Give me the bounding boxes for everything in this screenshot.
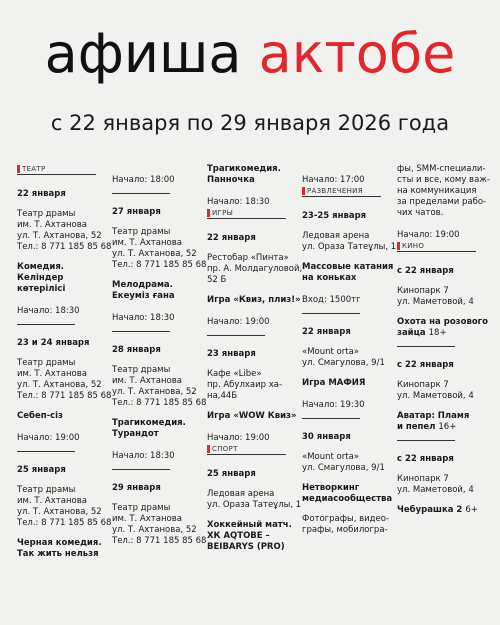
divider: [397, 346, 455, 347]
event-title-line: Нетворкинг: [302, 483, 360, 493]
event-date: с 22 января: [397, 266, 454, 276]
event-time: Начало: 18:30: [112, 451, 175, 461]
event-title-line-text: Чебурашка 2: [397, 505, 463, 515]
event-time: Начало: 18:30: [112, 313, 175, 323]
divider: [17, 451, 75, 452]
venue-info-line: ул. Маметовой, 4: [397, 485, 474, 495]
venue-info-line: Театр драмы: [112, 503, 171, 513]
divider: [302, 313, 360, 314]
event-title-line: Комедия.: [17, 262, 65, 272]
venue-info: [397, 380, 493, 402]
venue-info-line: Рестобар «Пинта»: [207, 253, 289, 263]
divider: [112, 331, 170, 332]
venue-info: [112, 227, 208, 271]
venue-info-line: Кинопарк 7: [397, 286, 449, 296]
event-title-line: Массовые катания: [302, 262, 394, 272]
column-1: [17, 164, 113, 625]
venue-info: [397, 286, 493, 308]
event-description-line: чих чатов.: [397, 208, 444, 218]
venue-info: [207, 369, 303, 402]
event-title-line: Мелодрама.: [112, 280, 173, 290]
age-rating: 6+: [465, 505, 478, 515]
venue-info-line: Кинопарк 7: [397, 380, 449, 390]
venue-info: [17, 358, 113, 402]
venue-info: [397, 474, 493, 496]
divider: [397, 440, 455, 441]
event-title-line: Себеп-сіз: [17, 411, 63, 421]
event-title: [397, 411, 493, 433]
event-date: 28 января: [112, 345, 161, 355]
column-3: [207, 164, 303, 625]
age-rating: 18+: [428, 328, 447, 338]
event-title: [17, 262, 113, 295]
event-title-line: Охота на розового: [397, 317, 488, 327]
venue-info: [207, 253, 303, 286]
venue-info-line: ул. Т. Ахтанова, 52: [17, 231, 102, 241]
venue-info-line: им. Т. Ахтанова: [112, 514, 182, 524]
event-title: [207, 411, 303, 422]
event-time: Вход: 1500тг: [302, 295, 361, 305]
venue-info-line: Тел.: 8 771 185 85 68: [112, 260, 207, 270]
venue-info-line: ул. Смагулова, 9/1: [302, 358, 385, 368]
event-title-line: Трагикомедия.: [112, 418, 186, 428]
event-title-line: медиасообщества: [302, 494, 393, 504]
venue-info-line: пр. А. Молдагуловой,: [207, 264, 303, 274]
venue-info-line: Тел.: 8 771 185 85 68: [112, 536, 207, 546]
event-title: [112, 418, 208, 440]
event-date: 22 января: [302, 327, 351, 337]
venue-info: [17, 209, 113, 253]
section-header: ТЕАТР: [17, 164, 96, 175]
event-title: [302, 262, 398, 284]
event-description: [302, 514, 398, 536]
event-title-line: көтерілісі: [17, 284, 66, 294]
venue-info-line: ул. Маметовой, 4: [397, 297, 474, 307]
section-header: РАЗВЛЕЧЕНИЯ: [302, 186, 381, 197]
event-time: Начало: 17:00: [302, 175, 365, 185]
event-time: Начало: 19:30: [302, 400, 365, 410]
event-description-line: сты и все, кому важ-: [397, 175, 491, 185]
venue-info-line: им. Т. Ахтанова: [17, 369, 87, 379]
event-title-line: Трагикомедия.: [207, 164, 281, 174]
venue-info-line: Ледовая арена: [302, 231, 370, 241]
venue-info-line: «Mount orta»: [302, 452, 359, 462]
event-date: 30 января: [302, 432, 351, 442]
venue-info-line: Кафе «Libe»: [207, 369, 262, 379]
event-date: 23 и 24 января: [17, 338, 90, 348]
divider: [17, 324, 75, 325]
event-title: [397, 317, 493, 339]
divider: [302, 418, 360, 419]
venue-info-line: ул. Ораза Татеұлы, 1: [302, 242, 397, 252]
venue-info-line: Тел.: 8 771 185 85 68: [17, 518, 112, 528]
venue-info-line: ул. Т. Ахтанова, 52: [112, 387, 197, 397]
venue-info: [302, 231, 398, 253]
venue-info: [112, 365, 208, 409]
event-title: [17, 538, 113, 560]
divider: [112, 193, 170, 194]
age-rating: 16+: [438, 422, 457, 432]
event-title: [17, 411, 113, 422]
event-title-line: [397, 505, 493, 516]
title-word-afisha: афиша: [44, 22, 242, 85]
event-date: 22 января: [17, 189, 66, 199]
event-date: 29 января: [112, 483, 161, 493]
event-title-line-text: зайца: [397, 328, 426, 338]
event-title-line: Панночка: [207, 175, 255, 185]
venue-info-line: Театр драмы: [112, 365, 171, 375]
event-time: Начало: 18:30: [17, 306, 80, 316]
column-5: [397, 164, 493, 625]
event-title: [112, 280, 208, 302]
venue-info-line: 52 Б: [207, 275, 227, 285]
event-description: [397, 164, 493, 219]
venue-info: [207, 489, 303, 511]
page-title: [0, 22, 500, 86]
event-date: 23-25 января: [302, 211, 367, 221]
event-title-line: на коньках: [302, 273, 357, 283]
event-date: 25 января: [17, 465, 66, 475]
venue-info-line: Театр драмы: [17, 485, 76, 495]
event-title: [207, 295, 303, 306]
venue-info-line: им. Т. Ахтанова: [112, 238, 182, 248]
event-title-line: Келіндер: [17, 273, 64, 283]
venue-info-line: им. Т. Ахтанова: [17, 496, 87, 506]
venue-info-line: на,44Б: [207, 391, 238, 401]
venue-info: [17, 485, 113, 529]
venue-info-line: ул. Ораза Татеұлы, 1: [207, 500, 302, 510]
event-description-line: Фотографы, видео-: [302, 514, 390, 524]
divider: [207, 335, 265, 336]
venue-info-line: ул. Смагулова, 9/1: [302, 463, 385, 473]
venue-info-line: ул. Маметовой, 4: [397, 391, 474, 401]
event-title: [207, 164, 303, 186]
title-word-aktobe: актобе: [258, 22, 456, 85]
venue-info-line: «Mount orta»: [302, 347, 359, 357]
section-header: ИГРЫ: [207, 208, 286, 219]
venue-info-line: ул. Т. Ахтанова, 52: [112, 249, 197, 259]
venue-info-line: ул. Т. Ахтанова, 52: [17, 507, 102, 517]
event-date: с 22 января: [397, 454, 454, 464]
event-title: [302, 483, 398, 505]
event-description-line: за пределами рабо-: [397, 197, 487, 207]
event-date: 25 января: [207, 469, 256, 479]
event-description-line: графы, мобилогра-: [302, 525, 388, 535]
event-time: Начало: 19:00: [397, 230, 460, 240]
venue-info: [112, 503, 208, 547]
event-title: [207, 520, 303, 553]
event-time: Начало: 18:30: [207, 197, 270, 207]
venue-info-line: Ледовая арена: [207, 489, 275, 499]
event-time: Начало: 19:00: [17, 433, 80, 443]
event-title-line: [397, 328, 493, 339]
column-4: [302, 164, 398, 625]
date-range-subtitle: с 22 января по 29 января 2026 года: [50, 111, 450, 135]
venue-info: [302, 347, 398, 369]
event-title: [302, 378, 398, 389]
event-description-line: фы, SMM-специали-: [397, 164, 486, 174]
venue-info-line: Тел.: 8 771 185 85 68: [17, 242, 112, 252]
event-title-line: Игра МАФИЯ: [302, 378, 366, 388]
venue-info-line: Театр драмы: [17, 358, 76, 368]
column-2: [112, 164, 208, 625]
event-title-line: ХК AQTOBE –: [207, 531, 270, 541]
event-title-line: Игра «WOW Квиз»: [207, 411, 297, 421]
event-title-line: BEIBARYS (PRO): [207, 542, 285, 552]
event-title-line: Черная комедия.: [17, 538, 102, 548]
event-title-line: Турандот: [112, 429, 159, 439]
venue-info-line: им. Т. Ахтанова: [112, 376, 182, 386]
venue-info-line: Театр драмы: [112, 227, 171, 237]
venue-info-line: Кинопарк 7: [397, 474, 449, 484]
event-title-line-text: и пепел: [397, 422, 436, 432]
venue-info-line: Тел.: 8 771 185 85 68: [112, 398, 207, 408]
event-title-line: Хоккейный матч.: [207, 520, 292, 530]
venue-info: [302, 452, 398, 474]
event-time: Начало: 19:00: [207, 317, 270, 327]
event-time: Начало: 18:00: [112, 175, 175, 185]
venue-info-line: Тел.: 8 771 185 85 68: [17, 391, 112, 401]
venue-info-line: пр. Абулхаир ха-: [207, 380, 283, 390]
event-time: Начало: 19:00: [207, 433, 270, 443]
event-title-line: Аватар: Пламя: [397, 411, 470, 421]
event-date: 22 января: [207, 233, 256, 243]
event-description-line: на коммуникация: [397, 186, 477, 196]
event-title-line: Игра «Квиз, плиз!»: [207, 295, 301, 305]
section-header: СПОРТ: [207, 444, 286, 455]
event-date: 27 января: [112, 207, 161, 217]
venue-info-line: ул. Т. Ахтанова, 52: [112, 525, 197, 535]
event-title-line: [397, 422, 493, 433]
divider: [112, 469, 170, 470]
venue-info-line: им. Т. Ахтанова: [17, 220, 87, 230]
event-title-line: Так жить нельзя: [17, 549, 99, 559]
section-header: КИНО: [397, 241, 476, 252]
venue-info-line: ул. Т. Ахтанова, 52: [17, 380, 102, 390]
event-date: с 22 января: [397, 360, 454, 370]
event-title: [397, 505, 493, 516]
event-title-line: Екеуміз ғана: [112, 291, 175, 301]
venue-info-line: Театр драмы: [17, 209, 76, 219]
event-date: 23 января: [207, 349, 256, 359]
